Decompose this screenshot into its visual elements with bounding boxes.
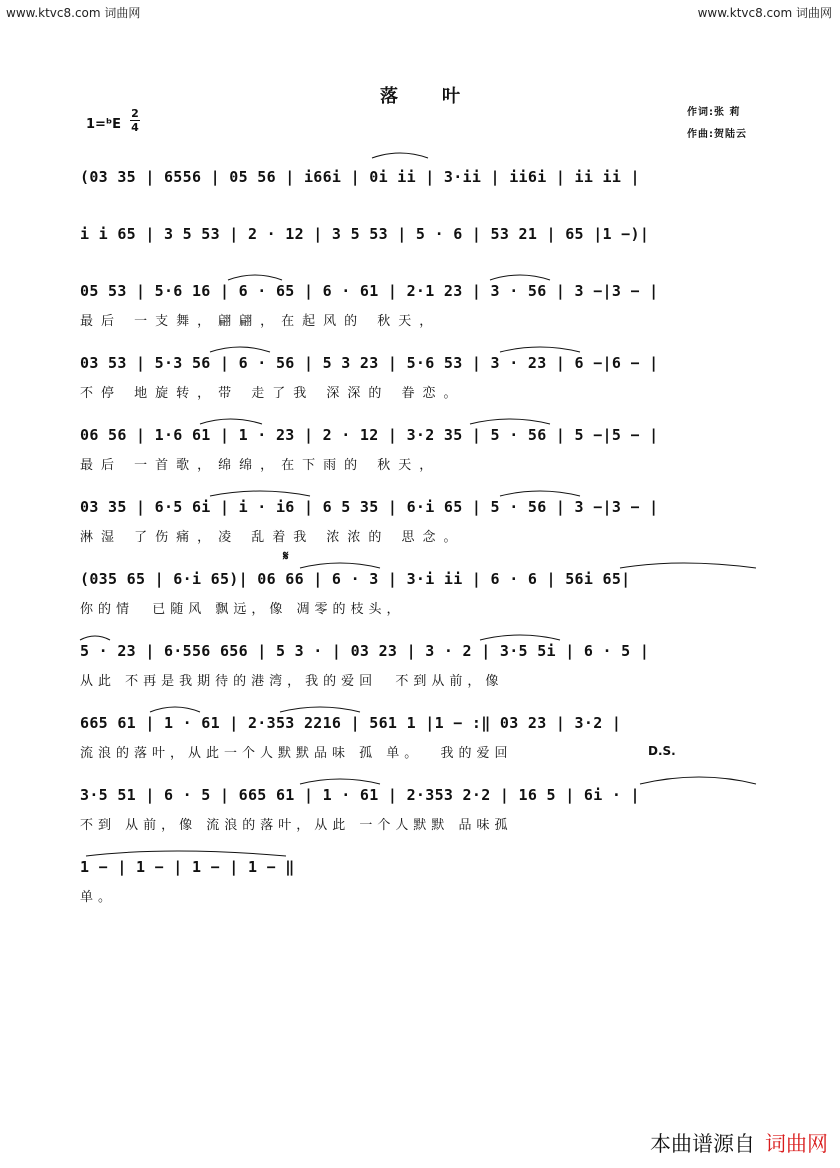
lyric-line: 淋湿 了伤痛，凌 乱着我 浓浓的 思念。 [80,530,465,545]
lyric-line: 不停 地旋转，带 走了我 深深的 眷恋。 [80,386,465,401]
key-signature: 1=ᵇE [86,117,122,132]
score-row [80,714,760,761]
lyric-line: 不到 从前，像 流浪的落叶，从此 一个人默默 品味孤 [80,818,513,833]
score-row [80,168,760,208]
source-footer [650,1128,828,1158]
lyric-line: 从此 不再是我期待的港湾，我的爱回 不到从前，像 [80,674,504,689]
notation-line: i i 65 | 3 5 53 | 2 · 12 | 3 5 53 | 5 · 6 | 53 21 | 65 |1 −)| [80,225,650,243]
score-row [80,570,760,617]
notation-line: 03 35 | 6·5 6i | i · i6 | 6 5 35 | 6·i 65 | 5 · 56 | 3 −|3 − | [80,498,659,516]
time-bottom: 4 [131,121,139,134]
lyric-line [80,253,760,273]
score-row [80,858,760,905]
ds-marker: D.S. [648,744,676,758]
lyric-line: 最后 一支舞，翩翩，在起风的 秋天， [80,314,441,329]
notation-line: 06 56 | 1·6 61 | 1 · 23 | 2 · 12 | 3·2 35 | 5 · 56 | 5 −|5 − | [80,426,659,444]
notation-line: 05 53 | 5·6 16 | 6 · 65 | 6 · 61 | 2·1 23 | 3 · 56 | 3 −|3 − | [80,282,659,300]
lyric-line [80,196,760,216]
score-row [80,642,760,689]
notation-line: 03 53 | 5·3 56 | 6 · 56 | 5 3 23 | 5·6 53 | 3 · 23 | 6 −|6 − | [80,354,659,372]
notation-line: 3·5 51 | 6 · 5 | 665 61 | 1 · 61 | 2·353 2·2 | 16 5 | 6i · | [80,786,640,804]
lyric-line: 单。 [80,890,117,905]
time-top: 2 [131,107,139,120]
score-row [80,282,760,329]
segno-icon: 𝄋 [283,549,289,564]
score-row [80,354,760,401]
lyric-line: 流浪的落叶，从此一个人默默品味 孤 单。 我的爱回 [80,746,513,761]
watermark-right: www.ktvc8.com 词曲网 [697,6,832,20]
score-row [80,426,760,473]
lyricist-credit: 作词:张 莉 [687,107,741,118]
footer-site-label: 词曲网 [765,1132,828,1156]
composer-credit: 作曲:贺陆云 [687,129,747,140]
footer-source-label: 本曲谱源自 [650,1132,755,1156]
score-row [80,225,760,265]
notation-line: (03 35 | 6556 | 05 56 | i66i | 0i ii | 3·ii | ii6i | ii ii | [80,168,640,186]
score-row [80,498,760,545]
lyric-line: 你的情 已随风 飘远，像 凋零的枝头， [80,602,405,617]
notation-line: 665 61 | 1 · 61 | 2·353 2216 | 561 1 |1 − :‖ 03 23 | 3·2 | [80,714,622,732]
notation-line: 1 − | 1 − | 1 − | 1 − ‖ [80,858,295,876]
notation-line: 5 · 23 | 6·556 656 | 5 3 · | 03 23 | 3 · 2 | 3·5 5i | 6 · 5 | [80,642,650,660]
score-row [80,786,760,833]
notation-line: (035 65 | 6·i 65)| 06 66 | 6 · 3 | 3·i ii | 6 · 6 | 56i 65| [80,570,631,588]
watermark-left: www.ktvc8.com 词曲网 [6,6,141,20]
song-title: 落叶 [380,86,504,107]
time-signature [130,108,140,133]
lyric-line: 最后 一首歌，绵绵，在下雨的 秋天， [80,458,441,473]
